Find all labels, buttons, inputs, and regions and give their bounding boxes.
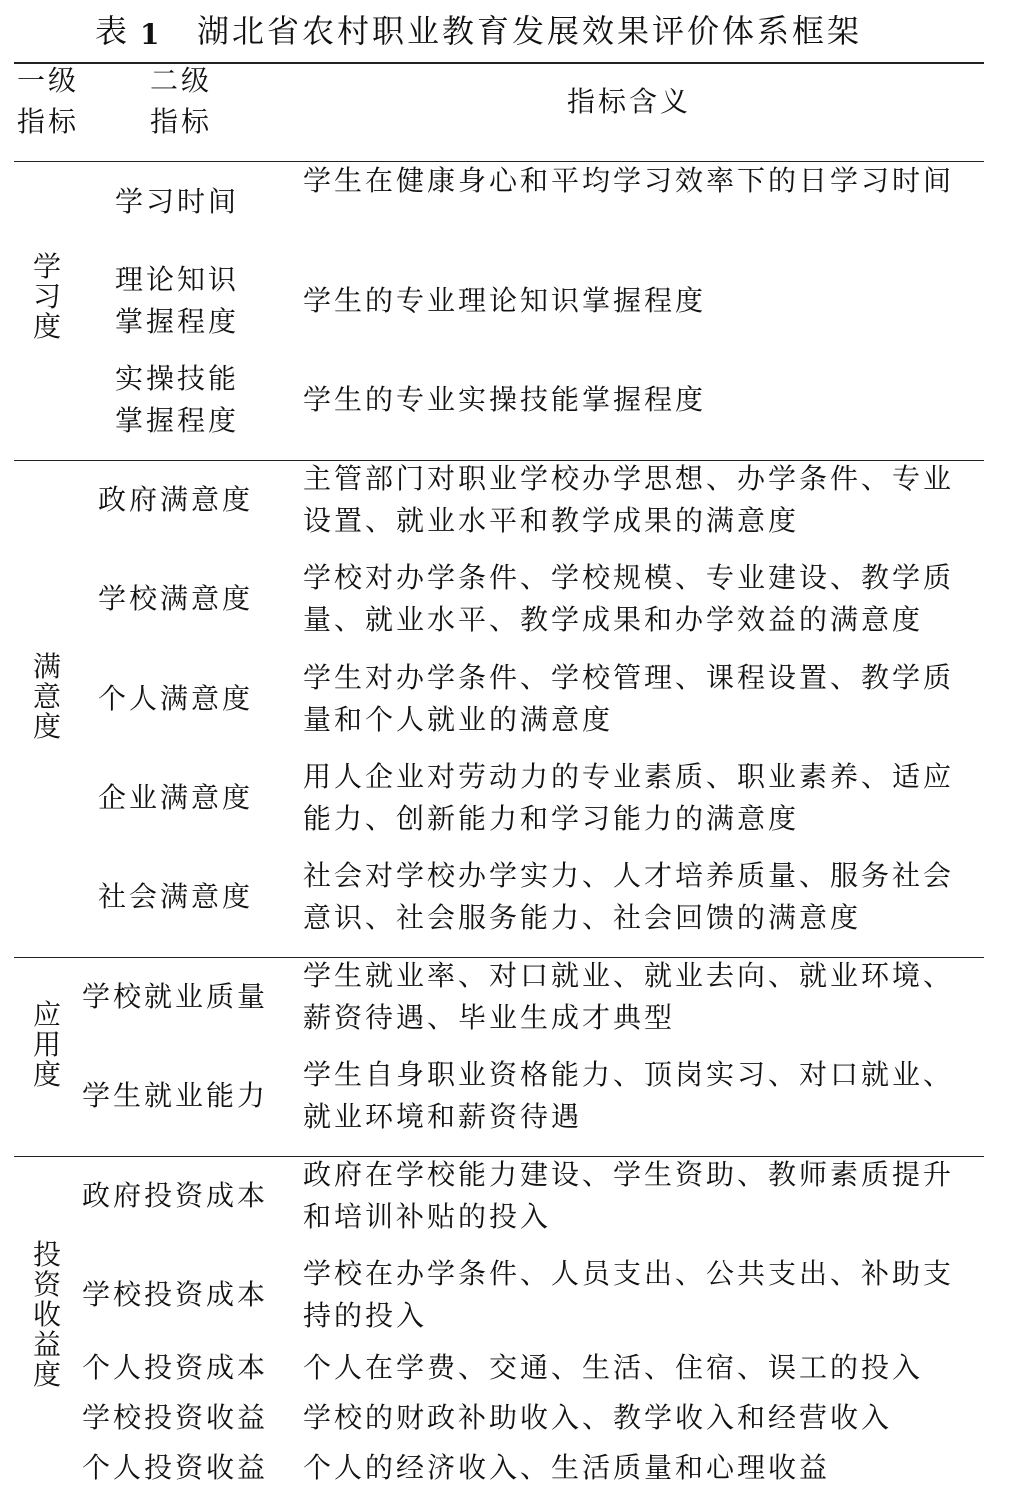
level1-investment-return: 投资收益度 [32, 1238, 61, 1391]
table-title-prefix: 表 [95, 12, 131, 50]
desc-personal-investment-return: 个人的经济收入、生活质量和心理收益 [303, 1451, 831, 1484]
level2-gov-satisfaction: 政府满意度 [98, 483, 254, 516]
level2-personal-investment-return: 个人投资收益 [82, 1451, 269, 1484]
level2-personal-investment-cost: 个人投资成本 [82, 1351, 269, 1384]
header-level1-line1: 一级 [17, 64, 80, 97]
desc-theory: 学生的专业理论知识掌握程度 [303, 284, 707, 317]
level2-gov-investment-cost: 政府投资成本 [82, 1179, 269, 1212]
level2-employment-quality: 学校就业质量 [82, 980, 269, 1013]
level2-theory-line1: 理论知识 [115, 263, 240, 296]
table-title-text: 湖北省农村职业教育发展效果评价体系框架 [197, 12, 863, 50]
level2-society-satisfaction: 社会满意度 [98, 880, 254, 913]
desc-school-investment-return: 学校的财政补助收入、教学收入和经营收入 [303, 1401, 893, 1434]
header-meaning: 指标含义 [567, 85, 692, 118]
desc-enterprise-satisfaction: 用人企业对劳动力的专业素质、职业素养、适应能力、创新能力和学习能力的满意度 [303, 760, 955, 835]
table-title-number: 1 [140, 18, 163, 51]
header-level2-line2: 指标 [150, 105, 213, 138]
level2-school-satisfaction: 学校满意度 [98, 582, 254, 615]
table-title [0, 2, 1009, 52]
desc-gov-satisfaction: 主管部门对职业学校办学思想、办学条件、专业设置、就业水平和教学成果的满意度 [303, 462, 955, 537]
desc-society-satisfaction: 社会对学校办学实力、人才培养质量、服务社会意识、社会服务能力、社会回馈的满意度 [303, 859, 955, 934]
header-level2-line1: 二级 [150, 64, 213, 97]
level1-application: 应用度 [32, 998, 61, 1091]
desc-school-investment-cost: 学校在办学条件、人员支出、公共支出、补助支持的投入 [303, 1257, 955, 1332]
desc-employment-quality: 学生就业率、对口就业、就业去向、就业环境、薪资待遇、毕业生成才典型 [303, 959, 955, 1034]
level2-study-time: 学习时间 [115, 185, 240, 218]
level2-enterprise-satisfaction: 企业满意度 [98, 781, 254, 814]
level1-satisfaction: 满意度 [32, 650, 61, 743]
desc-study-time: 学生在健康身心和平均学习效率下的日学习时间 [303, 164, 955, 197]
level2-school-investment-return: 学校投资收益 [82, 1401, 269, 1434]
level2-personal-satisfaction: 个人满意度 [98, 682, 254, 715]
level2-practice-line1: 实操技能 [115, 362, 240, 395]
desc-practice: 学生的专业实操技能掌握程度 [303, 383, 707, 416]
level1-learning: 学习度 [32, 250, 61, 343]
desc-personal-investment-cost: 个人在学费、交通、生活、住宿、误工的投入 [303, 1351, 924, 1384]
desc-gov-investment-cost: 政府在学校能力建设、学生资助、教师素质提升和培训补贴的投入 [303, 1158, 955, 1233]
header-level1-line2: 指标 [17, 105, 80, 138]
desc-school-satisfaction: 学校对办学条件、学校规模、专业建设、教学质量、就业水平、教学成果和办学效益的满意度 [303, 561, 955, 636]
level2-practice-line2: 掌握程度 [115, 404, 240, 437]
desc-personal-satisfaction: 学生对办学条件、学校管理、课程设置、教学质量和个人就业的满意度 [303, 661, 955, 736]
level2-employment-ability: 学生就业能力 [82, 1079, 269, 1112]
level2-theory-line2: 掌握程度 [115, 305, 240, 338]
desc-employment-ability: 学生自身职业资格能力、顶岗实习、对口就业、就业环境和薪资待遇 [303, 1058, 955, 1133]
level2-school-investment-cost: 学校投资成本 [82, 1278, 269, 1311]
